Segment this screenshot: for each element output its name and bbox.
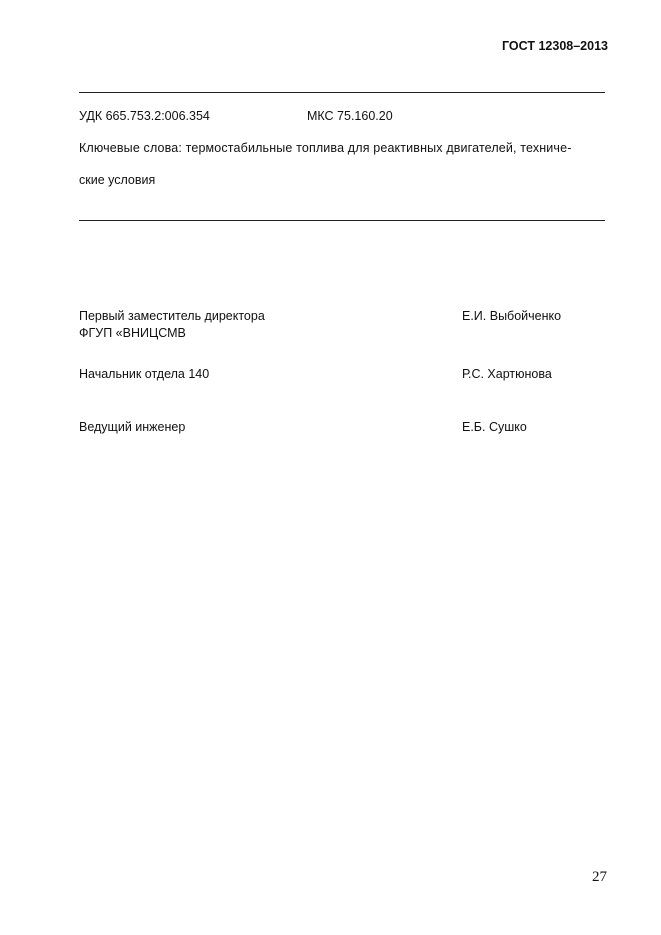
keywords-line-1: Ключевые слова: термостабильные топлива для реактивных двигателей, техниче-: [79, 141, 572, 155]
top-divider: [79, 92, 605, 93]
page-number: 27: [592, 869, 607, 885]
document-standard-header: ГОСТ 12308–2013: [502, 39, 608, 53]
keywords-line-2: ские условия: [79, 173, 156, 187]
udk-code: УДК 665.753.2:006.354: [79, 109, 210, 123]
signatory-2-name: Р.С. Хартюнова: [462, 367, 552, 381]
signatory-1-name: Е.И. Выбойченко: [462, 309, 562, 323]
signatory-1-position: Первый заместитель директора: [79, 309, 265, 323]
signatory-3-name: Е.Б. Сушко: [462, 420, 527, 434]
signatory-2-position: Начальник отдела 140: [79, 367, 210, 381]
bottom-divider: [79, 220, 605, 221]
mks-code: МКС 75.160.20: [307, 109, 393, 123]
signatory-1-organization: ФГУП «ВНИЦСМВ: [79, 326, 186, 340]
signatory-3-position: Ведущий инженер: [79, 420, 186, 434]
